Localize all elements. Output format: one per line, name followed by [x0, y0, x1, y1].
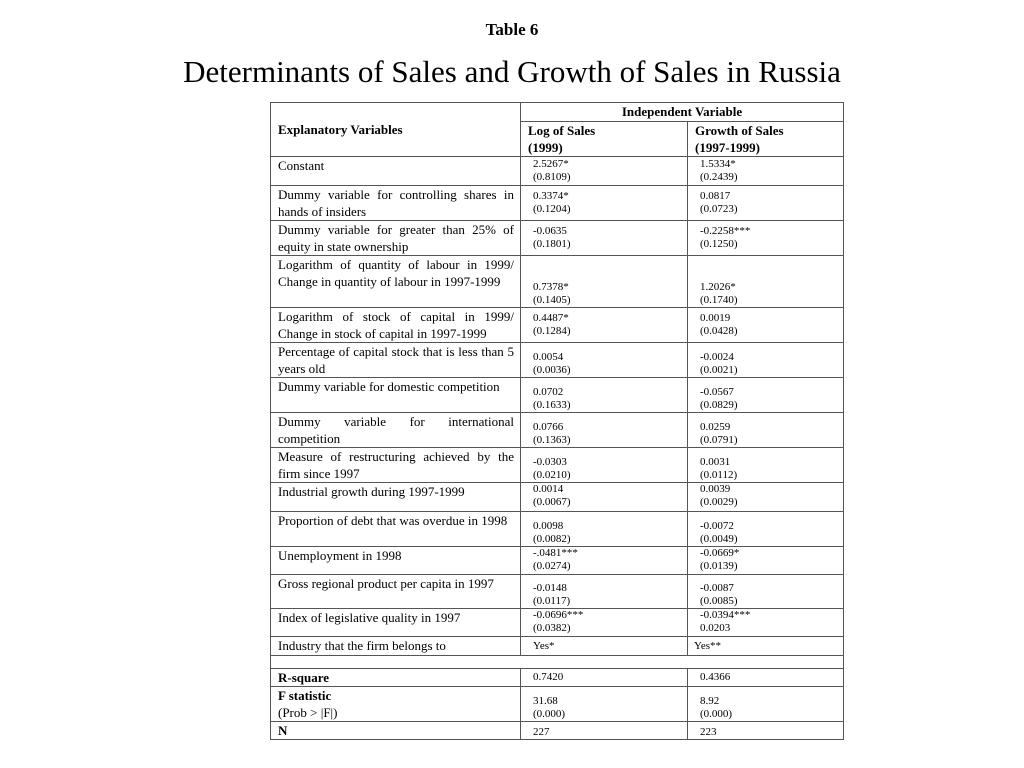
cell-growth-sales — [688, 413, 844, 448]
f-statistic-label-cell — [271, 687, 521, 722]
std-error: (0.1633) — [533, 399, 571, 411]
cell-growth-sales — [688, 186, 844, 221]
row-label: Gross regional product per capita in 1997 — [271, 575, 521, 609]
std-error: (0.0117) — [533, 595, 571, 607]
std-error: (0.0085) — [700, 595, 738, 607]
cell-growth-sales — [688, 448, 844, 483]
coefficient: 0.4487* — [533, 312, 569, 324]
coefficient: -0.0024 — [700, 351, 734, 363]
std-error: (0.1405) — [533, 294, 571, 306]
std-error: (0.0112) — [700, 469, 738, 481]
coefficient: 0.0098 — [533, 520, 564, 532]
header-col2-line2: (1997-1999) — [695, 140, 760, 155]
std-error: (0.0139) — [700, 560, 738, 572]
coefficient: 0.0054 — [533, 351, 564, 363]
cell-growth-sales: Yes** — [688, 637, 844, 656]
r-square-growth-sales: 0.4366 — [688, 669, 844, 687]
table-row — [271, 186, 844, 221]
row-label: Proportion of debt that was overdue in 1998 — [271, 512, 521, 547]
cell-growth-sales — [688, 221, 844, 256]
coefficient: 0.0702 — [533, 386, 564, 398]
cell-log-sales — [521, 221, 688, 256]
table-row — [271, 378, 844, 413]
cell-growth-sales — [688, 609, 844, 637]
table-row — [271, 308, 844, 343]
stats-row-n — [271, 722, 844, 740]
cell-log-sales — [521, 157, 688, 186]
std-error: (0.0274) — [533, 560, 571, 572]
coefficient: 0.0031 — [700, 456, 731, 468]
table-row — [271, 448, 844, 483]
coefficient: 1.5334* — [700, 158, 736, 170]
cell-log-sales — [521, 512, 688, 547]
table-number: Table 6 — [485, 20, 539, 39]
std-error: (0.0082) — [533, 533, 571, 545]
std-error: (0.0021) — [700, 364, 738, 376]
row-label: Index of legislative quality in 1997 — [271, 609, 521, 637]
coefficient: -0.0394*** — [700, 609, 751, 621]
std-error: (0.1363) — [533, 434, 571, 446]
cell-growth-sales — [688, 547, 844, 575]
coefficient: -0.0148 — [533, 582, 567, 594]
f-value: 8.92 — [700, 695, 720, 707]
coefficient: -0.0635 — [533, 225, 567, 237]
header-col1-line2: (1999) — [528, 140, 563, 155]
coefficient: 0.0817 — [700, 190, 731, 202]
std-error: (0.8109) — [533, 171, 571, 183]
f-statistic-log-sales — [521, 687, 688, 722]
f-statistic-growth-sales — [688, 687, 844, 722]
table-row — [271, 637, 844, 656]
table-row — [271, 512, 844, 547]
std-error: (0.1204) — [533, 203, 571, 215]
coefficient: 0.0019 — [700, 312, 731, 324]
cell-growth-sales — [688, 157, 844, 186]
row-label: Dummy variable for domestic competition — [271, 378, 521, 413]
coefficient: 0.7378* — [533, 281, 569, 293]
cell-log-sales — [521, 448, 688, 483]
cell-growth-sales — [688, 512, 844, 547]
table-row — [271, 483, 844, 512]
std-error: (0.1284) — [533, 325, 571, 337]
coefficient: -0.0567 — [700, 386, 734, 398]
coefficient: 1.2026* — [700, 281, 736, 293]
cell-log-sales — [521, 575, 688, 609]
header-col2-line1: Growth of Sales — [695, 123, 784, 138]
table-row — [271, 221, 844, 256]
cell-log-sales — [521, 343, 688, 378]
table-row — [271, 256, 844, 308]
coefficient: 0.0766 — [533, 421, 564, 433]
row-label: Percentage of capital stock that is less than 5 years old — [271, 343, 521, 378]
header-explanatory-variables: Explanatory Variables — [271, 103, 521, 157]
f-statistic-sublabel: (Prob > |F|) — [278, 705, 338, 720]
cell-growth-sales — [688, 256, 844, 308]
coefficient: -0.2258*** — [700, 225, 751, 237]
f-value: 31.68 — [533, 695, 558, 707]
coefficient: 2.5267* — [533, 158, 569, 170]
coefficient: -0.0303 — [533, 456, 567, 468]
std-error: 0.0203 — [700, 622, 731, 634]
cell-growth-sales — [688, 483, 844, 512]
cell-growth-sales — [688, 378, 844, 413]
header-growth-of-sales — [688, 122, 844, 157]
std-error: (0.1740) — [700, 294, 738, 306]
row-label: Unemployment in 1998 — [271, 547, 521, 575]
coefficient: -0.0087 — [700, 582, 734, 594]
cell-log-sales — [521, 256, 688, 308]
std-error: (0.0036) — [533, 364, 571, 376]
cell-log-sales — [521, 547, 688, 575]
table-row — [271, 547, 844, 575]
table-row — [271, 575, 844, 609]
cell-log-sales — [521, 413, 688, 448]
row-label: Industrial growth during 1997-1999 — [271, 483, 521, 512]
n-growth-sales: 223 — [688, 722, 844, 740]
header-independent-variable: Independent Variable — [521, 103, 844, 122]
std-error: (0.1250) — [700, 238, 738, 250]
cell-log-sales — [521, 186, 688, 221]
spacer-cell — [271, 656, 844, 669]
std-error: (0.0210) — [533, 469, 571, 481]
cell-growth-sales — [688, 575, 844, 609]
row-label: Dummy variable for greater than 25% of equity in state ownership — [271, 221, 521, 256]
coefficient: -0.0696*** — [533, 609, 584, 621]
std-error: (0.0067) — [533, 496, 571, 508]
header-col1-line1: Log of Sales — [528, 123, 596, 138]
stats-row-r-square — [271, 669, 844, 687]
std-error: (0.0829) — [700, 399, 738, 411]
row-label: Industry that the firm belongs to — [271, 637, 521, 656]
table-row — [271, 157, 844, 186]
coefficient: 0.0014 — [533, 483, 564, 495]
cell-growth-sales — [688, 308, 844, 343]
table-row — [271, 343, 844, 378]
regression-table — [270, 102, 844, 740]
std-error: (0.0382) — [533, 622, 571, 634]
std-error: (0.1801) — [533, 238, 571, 250]
cell-log-sales — [521, 378, 688, 413]
f-prob: (0.000) — [700, 708, 733, 720]
n-log-sales: 227 — [521, 722, 688, 740]
coefficient: 0.0259 — [700, 421, 731, 433]
coefficient: -0.0072 — [700, 520, 734, 532]
row-label: Constant — [271, 157, 521, 186]
f-prob: (0.000) — [533, 708, 566, 720]
cell-log-sales — [521, 308, 688, 343]
header-log-of-sales — [521, 122, 688, 157]
std-error: (0.0428) — [700, 325, 738, 337]
cell-log-sales — [521, 483, 688, 512]
table-row — [271, 413, 844, 448]
std-error: (0.0791) — [700, 434, 738, 446]
std-error: (0.0049) — [700, 533, 738, 545]
std-error: (0.0029) — [700, 496, 738, 508]
cell-log-sales — [521, 609, 688, 637]
cell-growth-sales — [688, 343, 844, 378]
row-label: Logarithm of quantity of labour in 1999/ Change in quantity of labour in 1997-1999 — [271, 256, 521, 308]
table-spacer-row — [271, 656, 844, 669]
coefficient: -.0481*** — [533, 547, 578, 559]
coefficient: -0.0669* — [700, 547, 740, 559]
r-square-label: R-square — [271, 669, 521, 687]
slide-title: Determinants of Sales and Growth of Sales in Russia — [183, 54, 841, 89]
row-label: Measure of restructuring achieved by the firm since 1997 — [271, 448, 521, 483]
std-error: (0.2439) — [700, 171, 738, 183]
row-label: Dummy variable for controlling shares in hands of insiders — [271, 186, 521, 221]
row-label: Dummy variable for international competition — [271, 413, 521, 448]
row-label: Logarithm of stock of capital in 1999/ Change in stock of capital in 1997-1999 — [271, 308, 521, 343]
cell-log-sales: Yes* — [521, 637, 688, 656]
n-label: N — [271, 722, 521, 740]
coefficient: 0.0039 — [700, 483, 731, 495]
std-error: (0.0723) — [700, 203, 738, 215]
table-row — [271, 609, 844, 637]
stats-row-f-statistic — [271, 687, 844, 722]
coefficient: 0.3374* — [533, 190, 569, 202]
f-statistic-label: F statistic — [278, 688, 332, 703]
r-square-log-sales: 0.7420 — [521, 669, 688, 687]
